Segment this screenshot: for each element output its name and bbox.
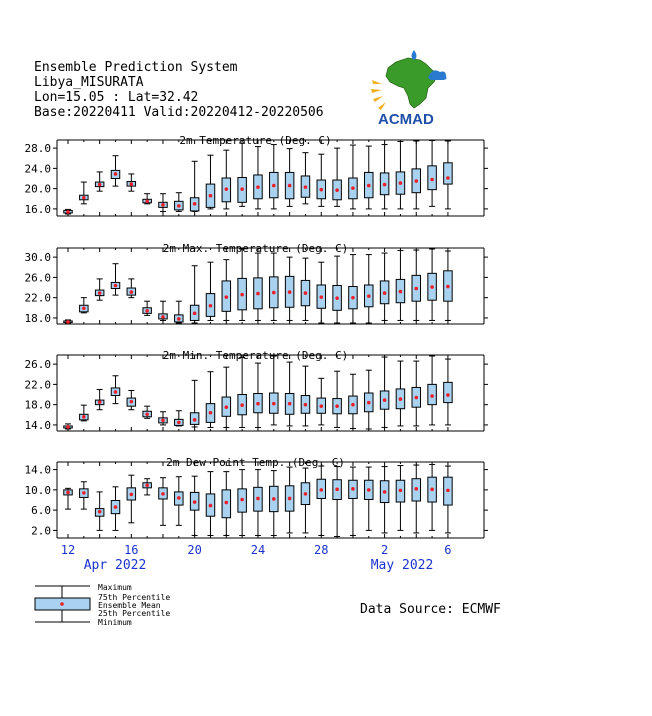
mean-dot xyxy=(209,194,213,198)
mean-dot xyxy=(130,493,134,497)
mean-dot xyxy=(114,505,118,509)
y-tick-label: 20.0 xyxy=(24,182,51,196)
y-tick-label: 26.0 xyxy=(24,271,51,285)
mean-dot xyxy=(161,419,165,423)
box-2022-04-17 xyxy=(143,194,152,204)
box-2022-04-12 xyxy=(64,424,73,429)
mean-dot xyxy=(193,500,197,504)
x-tick-label: 24 xyxy=(250,543,266,557)
legend-max-label: Maximum xyxy=(98,583,132,592)
mean-dot xyxy=(335,296,339,300)
mean-dot xyxy=(130,182,134,186)
mean-dot xyxy=(98,400,102,404)
box-2022-04-15 xyxy=(111,264,120,295)
panel-1 xyxy=(25,134,489,216)
mean-dot xyxy=(209,411,213,415)
box-2022-04-16 xyxy=(127,279,136,298)
box-2022-04-19 xyxy=(175,301,184,323)
mean-dot xyxy=(225,405,229,409)
mean-dot xyxy=(193,312,197,316)
mean-dot xyxy=(446,176,450,180)
mean-dot xyxy=(383,183,387,187)
box-2022-05-05 xyxy=(428,356,437,425)
box-2022-05-05 xyxy=(428,141,437,207)
box-2022-04-18 xyxy=(159,301,168,320)
box-2022-04-21 xyxy=(206,372,215,428)
mean-dot xyxy=(399,181,403,185)
mean-dot xyxy=(256,185,260,189)
panel-title: 2m Temperature (Deg. C) xyxy=(179,134,332,147)
mean-dot xyxy=(367,184,371,188)
mean-dot xyxy=(177,496,181,500)
header-coordinates: Lon=15.05 : Lat=32.42 xyxy=(34,90,199,105)
header-location: Libya_MISURATA xyxy=(34,75,144,90)
box-2022-04-29 xyxy=(333,256,342,323)
box-2022-04-30 xyxy=(349,374,358,428)
box-2022-05-03 xyxy=(396,251,405,321)
box-2022-04-28 xyxy=(317,262,326,323)
mean-dot xyxy=(82,196,86,200)
mean-dot xyxy=(145,309,149,313)
panel-title: 2m Dew Point Temp. (Deg. C) xyxy=(166,456,345,469)
x-month-label: May 2022 xyxy=(370,558,434,573)
iqr-box xyxy=(444,163,453,184)
box-2022-04-27 xyxy=(301,153,310,204)
y-tick-label: 14.0 xyxy=(24,418,51,432)
mean-dot xyxy=(288,184,292,188)
box-2022-05-01 xyxy=(365,146,374,209)
box-2022-04-25 xyxy=(270,145,279,209)
mean-dot xyxy=(319,188,323,192)
y-tick-label: 18.0 xyxy=(24,311,51,325)
box-2022-05-05 xyxy=(428,465,437,531)
y-tick-label: 30.0 xyxy=(24,251,51,265)
box-2022-04-28 xyxy=(317,466,326,535)
box-2022-05-04 xyxy=(412,141,421,209)
mean-dot xyxy=(225,501,229,505)
box-2022-04-17 xyxy=(143,406,152,418)
mean-dot xyxy=(351,296,355,300)
mean-dot xyxy=(240,403,244,407)
mean-dot xyxy=(256,497,260,501)
mean-dot xyxy=(272,497,276,501)
box-2022-04-18 xyxy=(159,478,168,526)
box-2022-05-06 xyxy=(444,141,453,209)
mean-dot xyxy=(399,397,403,401)
box-2022-04-23 xyxy=(238,249,247,320)
panel-title: 2m Max. Temperature (Deg. C) xyxy=(162,242,349,255)
mean-dot xyxy=(335,188,339,192)
box-2022-04-23 xyxy=(238,358,247,428)
box-2022-04-13 xyxy=(80,298,89,313)
box-2022-04-20 xyxy=(190,266,199,323)
box-2022-04-14 xyxy=(95,172,104,191)
y-tick-label: 10.0 xyxy=(24,483,51,497)
box-2022-04-29 xyxy=(333,371,342,427)
box-2022-04-15 xyxy=(111,487,120,531)
box-2022-05-02 xyxy=(380,357,389,427)
box-2022-04-15 xyxy=(111,156,120,186)
panel-3 xyxy=(25,349,489,432)
mean-dot xyxy=(430,178,434,182)
mean-dot xyxy=(240,187,244,191)
mean-dot xyxy=(430,394,434,398)
mean-dot xyxy=(272,184,276,188)
mean-dot xyxy=(319,488,323,492)
box-2022-04-26 xyxy=(285,149,294,207)
y-tick-label: 16.0 xyxy=(24,202,51,216)
box-2022-04-22 xyxy=(222,150,231,209)
box-2022-05-02 xyxy=(380,467,389,533)
mean-dot xyxy=(304,403,308,407)
y-tick-label: 22.0 xyxy=(24,378,51,392)
mean-dot xyxy=(66,210,70,214)
panel-title: 2m Min. Temperature (Deg. C) xyxy=(162,349,349,362)
mean-dot xyxy=(256,292,260,296)
box-2022-04-14 xyxy=(95,492,104,531)
mean-dot xyxy=(256,402,260,406)
box-2022-04-28 xyxy=(317,378,326,425)
mean-dot xyxy=(82,415,86,419)
mean-dot xyxy=(272,402,276,406)
y-tick-label: 18.0 xyxy=(24,398,51,412)
box-2022-04-26 xyxy=(285,362,294,426)
x-month-label: Apr 2022 xyxy=(83,558,147,573)
mean-dot xyxy=(351,186,355,190)
box-2022-05-06 xyxy=(444,359,453,425)
box-2022-04-18 xyxy=(159,194,168,212)
y-tick-label: 26.0 xyxy=(24,358,51,372)
box-2022-04-21 xyxy=(206,472,215,536)
mean-dot xyxy=(98,183,102,187)
mean-dot xyxy=(130,400,134,404)
mean-dot xyxy=(399,489,403,493)
box-2022-04-12 xyxy=(64,488,73,509)
mean-dot xyxy=(414,287,418,291)
box-2022-05-04 xyxy=(412,361,421,426)
box-2022-04-22 xyxy=(222,260,231,321)
mean-dot xyxy=(225,187,229,191)
mean-dot xyxy=(177,204,181,208)
box-2022-04-29 xyxy=(333,148,342,206)
mean-dot xyxy=(367,488,371,492)
mean-dot xyxy=(66,425,70,429)
box-2022-05-06 xyxy=(444,251,453,320)
box-2022-04-27 xyxy=(301,366,310,426)
box-2022-04-19 xyxy=(175,193,184,212)
y-tick-label: 2.0 xyxy=(31,524,51,538)
legend-box-icon xyxy=(32,582,94,626)
logo-text: ACMAD xyxy=(378,111,434,128)
mean-dot xyxy=(430,285,434,289)
mean-dot xyxy=(288,497,292,501)
box-2022-05-01 xyxy=(365,255,374,323)
mean-dot xyxy=(414,396,418,400)
box-2022-04-18 xyxy=(159,412,168,425)
box-2022-05-04 xyxy=(412,250,421,320)
y-tick-label: 6.0 xyxy=(31,504,51,518)
mean-dot xyxy=(225,295,229,299)
mean-dot xyxy=(161,203,165,207)
box-2022-04-30 xyxy=(349,467,358,535)
panel-4 xyxy=(25,456,489,538)
box-2022-05-04 xyxy=(412,465,421,533)
mean-dot xyxy=(335,488,339,492)
box-2022-04-25 xyxy=(270,253,279,320)
box-2022-04-16 xyxy=(127,174,136,191)
box-2022-04-17 xyxy=(143,479,152,495)
box-2022-05-01 xyxy=(365,467,374,530)
x-tick-label: 20 xyxy=(187,543,202,557)
box-2022-04-12 xyxy=(64,209,73,214)
mean-dot xyxy=(177,317,181,321)
mean-dot xyxy=(66,491,70,495)
mean-dot xyxy=(446,489,450,493)
x-tick-label: 28 xyxy=(314,543,329,557)
mean-dot xyxy=(161,315,165,319)
mean-dot xyxy=(383,490,387,494)
mean-dot xyxy=(414,487,418,491)
y-tick-label: 28.0 xyxy=(24,142,51,156)
x-tick-label: 16 xyxy=(124,543,139,557)
box-2022-04-24 xyxy=(254,470,263,536)
mean-dot xyxy=(351,487,355,491)
mean-dot xyxy=(399,290,403,294)
box-2022-04-22 xyxy=(222,472,231,536)
box-2022-04-29 xyxy=(333,467,342,537)
y-tick-label: 24.0 xyxy=(24,162,51,176)
box-2022-04-20 xyxy=(190,476,199,535)
mean-dot xyxy=(161,492,165,496)
mean-dot xyxy=(446,393,450,397)
box-2022-04-27 xyxy=(301,468,310,533)
box-2022-05-01 xyxy=(365,370,374,429)
box-2022-04-25 xyxy=(270,471,279,536)
mean-dot xyxy=(145,412,149,416)
mean-dot xyxy=(367,401,371,405)
box-2022-05-03 xyxy=(396,142,405,209)
mean-dot xyxy=(114,390,118,394)
box-2022-04-16 xyxy=(127,390,136,409)
mean-dot xyxy=(430,488,434,492)
mean-dot xyxy=(304,291,308,295)
mean-dot xyxy=(193,418,197,422)
mean-dot xyxy=(145,200,149,204)
mean-dot xyxy=(351,403,355,407)
mean-dot xyxy=(177,421,181,425)
mean-dot xyxy=(98,510,102,514)
panel-2 xyxy=(25,242,489,325)
y-tick-label: 22.0 xyxy=(24,291,51,305)
x-tick-label: 2 xyxy=(380,543,389,557)
box-2022-04-23 xyxy=(238,470,247,536)
legend-p75-label: 75th Percentile xyxy=(98,593,171,602)
box-2022-04-21 xyxy=(206,262,215,320)
box-2022-04-24 xyxy=(254,147,263,209)
header-base-valid: Base:20220411 Valid:20220412-20220506 xyxy=(34,105,324,120)
x-tick-label: 6 xyxy=(444,543,452,557)
mean-dot xyxy=(383,291,387,295)
mean-dot xyxy=(383,398,387,402)
box-2022-04-13 xyxy=(80,482,89,509)
x-tick-label: 12 xyxy=(60,543,76,557)
box-2022-05-06 xyxy=(444,466,453,533)
box-2022-04-24 xyxy=(254,253,263,320)
mean-dot xyxy=(288,290,292,294)
mean-dot xyxy=(240,293,244,297)
box-2022-04-20 xyxy=(190,161,199,211)
box-2022-04-19 xyxy=(175,411,184,426)
box-2022-04-21 xyxy=(206,155,215,209)
data-source-label: Data Source: ECMWF xyxy=(360,602,501,617)
mean-dot xyxy=(319,295,323,299)
header-title: Ensemble Prediction System xyxy=(34,60,238,75)
box-2022-04-13 xyxy=(80,182,89,204)
mean-dot xyxy=(304,492,308,496)
box-2022-04-26 xyxy=(285,257,294,320)
mean-dot xyxy=(66,320,70,324)
mean-dot xyxy=(272,291,276,295)
mean-dot xyxy=(209,504,213,508)
box-2022-04-30 xyxy=(349,145,358,209)
box-2022-05-05 xyxy=(428,249,437,320)
box-2022-05-02 xyxy=(380,145,389,209)
box-2022-04-19 xyxy=(175,477,184,526)
mean-dot xyxy=(98,291,102,295)
box-2022-04-24 xyxy=(254,363,263,427)
mean-dot xyxy=(288,402,292,406)
iqr-box xyxy=(444,382,453,402)
mean-dot xyxy=(414,179,418,183)
mean-dot xyxy=(367,294,371,298)
box-2022-04-17 xyxy=(143,301,152,315)
box-2022-04-14 xyxy=(95,389,104,409)
mean-dot xyxy=(193,202,197,206)
mean-dot xyxy=(335,404,339,408)
box-2022-05-03 xyxy=(396,466,405,531)
box-2022-05-03 xyxy=(396,361,405,426)
mean-dot xyxy=(82,306,86,310)
legend-min-label: Minimum xyxy=(98,618,132,627)
box-2022-04-23 xyxy=(238,143,247,206)
mean-dot xyxy=(130,290,134,294)
mean-dot xyxy=(114,284,118,288)
box-2022-04-26 xyxy=(285,467,294,533)
mean-dot xyxy=(240,498,244,502)
mean-dot xyxy=(446,285,450,289)
box-2022-04-12 xyxy=(64,320,73,324)
box-2022-04-16 xyxy=(127,475,136,523)
box-2022-04-20 xyxy=(190,380,199,427)
mean-dot xyxy=(114,172,118,176)
mean-dot xyxy=(82,491,86,495)
mean-dot xyxy=(304,185,308,189)
legend-mean-label: Ensemble Mean xyxy=(98,601,161,610)
legend-p25-label: 25th Percentile xyxy=(98,609,171,618)
box-2022-05-02 xyxy=(380,253,389,320)
box-2022-04-14 xyxy=(95,279,104,300)
box-2022-04-15 xyxy=(111,376,120,404)
box-2022-04-25 xyxy=(270,356,279,425)
box-2022-04-13 xyxy=(80,405,89,421)
y-tick-label: 14.0 xyxy=(24,463,51,477)
mean-dot xyxy=(209,304,213,308)
mean-dot xyxy=(145,484,149,488)
box-2022-04-27 xyxy=(301,258,310,320)
box-2022-04-28 xyxy=(317,154,326,206)
mean-dot xyxy=(319,404,323,408)
box-2022-04-22 xyxy=(222,367,231,427)
box-2022-04-30 xyxy=(349,255,358,323)
